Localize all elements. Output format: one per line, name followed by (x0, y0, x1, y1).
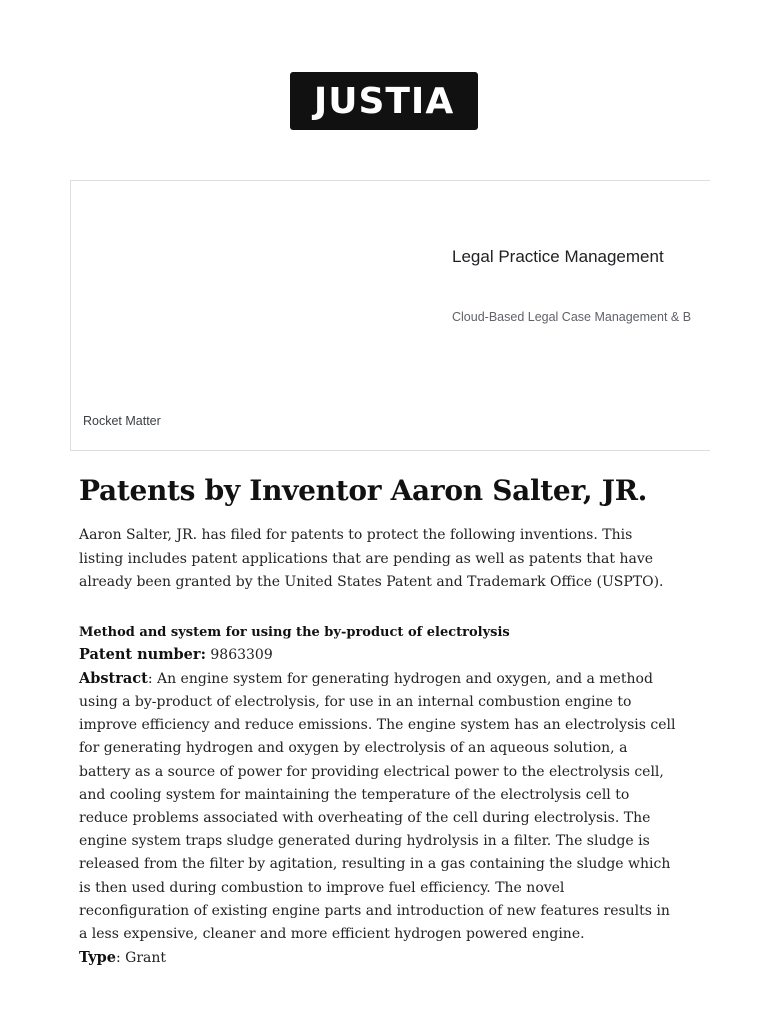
page-title: Patents by Inventor Aaron Salter, JR. (79, 474, 648, 507)
ad-subtitle[interactable]: Cloud-Based Legal Case Management & B (452, 310, 692, 324)
main-content (79, 472, 679, 970)
patent-number-row: Patent number: 9863309 (79, 645, 273, 663)
patent-number-value: 9863309 (210, 646, 273, 663)
justia-logo[interactable]: JUSTIA (290, 72, 478, 130)
abstract-text: An engine system for generating hydrogen and oxygen, and a method using a by-product of electrolysis, for use in an internal combustion engine to improve efficiency and reduce emissions. The engine system has an electrolysis cell for generating hydrogen and oxygen by electrolysis of an aqueous solution, a battery as a source of power for providing electrical power to the electrolysis cell, and cooling system for maintaining the temperature of the electrolysis cell to reduce problems associated with overheating of the cell during electrolysis. The engine system traps sludge generated during hydrolysis in a filter. The sludge is released from the filter by agitation, resulting in a gas containing the sludge which is then used during combustion to improve fuel efficiency. The novel reconfiguration of existing engine parts and introduction of new features results in a less expensive, cleaner and more efficient hydrogen powered engine. (79, 670, 676, 942)
ad-banner[interactable] (70, 180, 710, 451)
patent-number-label: Patent number (79, 645, 201, 663)
type-label: Type (79, 949, 116, 967)
type-value: Grant (125, 950, 167, 967)
patent-title-link[interactable]: Method and system for using the by-product of electrolysis (79, 624, 510, 640)
abstract-label: Abstract (79, 669, 148, 687)
intro-text: Aaron Salter, JR. has filed for patents to protect the following inventions. This listing includes patent applications that are pending as well as patents that have already been granted by the United States Patent and Trademark Office (USPTO). (79, 527, 664, 590)
patent-abstract-row: Abstract: An engine system for generating hydrogen and oxygen, and a method using a by-product of electrolysis, for use in an internal combustion engine to improve efficiency and reduce emissions. The engine system has an electrolysis cell for generating hydrogen and oxygen by electrolysis of an aqueous solution, a battery as a source of power for providing electrical power to the electrolysis cell, and cooling system for maintaining the temperature of the electrolysis cell to reduce problems associated with overheating of the cell during electrolysis. The engine system traps sludge generated during hydrolysis in a filter. The sludge is released from the filter by agitation, resulting in a gas containing the sludge which is then used during combustion to improve fuel efficiency. The novel reconfiguration of existing engine parts and introduction of new features results in a less expensive, cleaner and more efficient hydrogen powered engine. (79, 669, 676, 942)
ad-brand[interactable]: Rocket Matter (83, 414, 161, 428)
patent-entry (79, 623, 679, 971)
patent-type-row: Type: Grant (79, 949, 167, 967)
ad-title[interactable]: Legal Practice Management (452, 247, 664, 266)
